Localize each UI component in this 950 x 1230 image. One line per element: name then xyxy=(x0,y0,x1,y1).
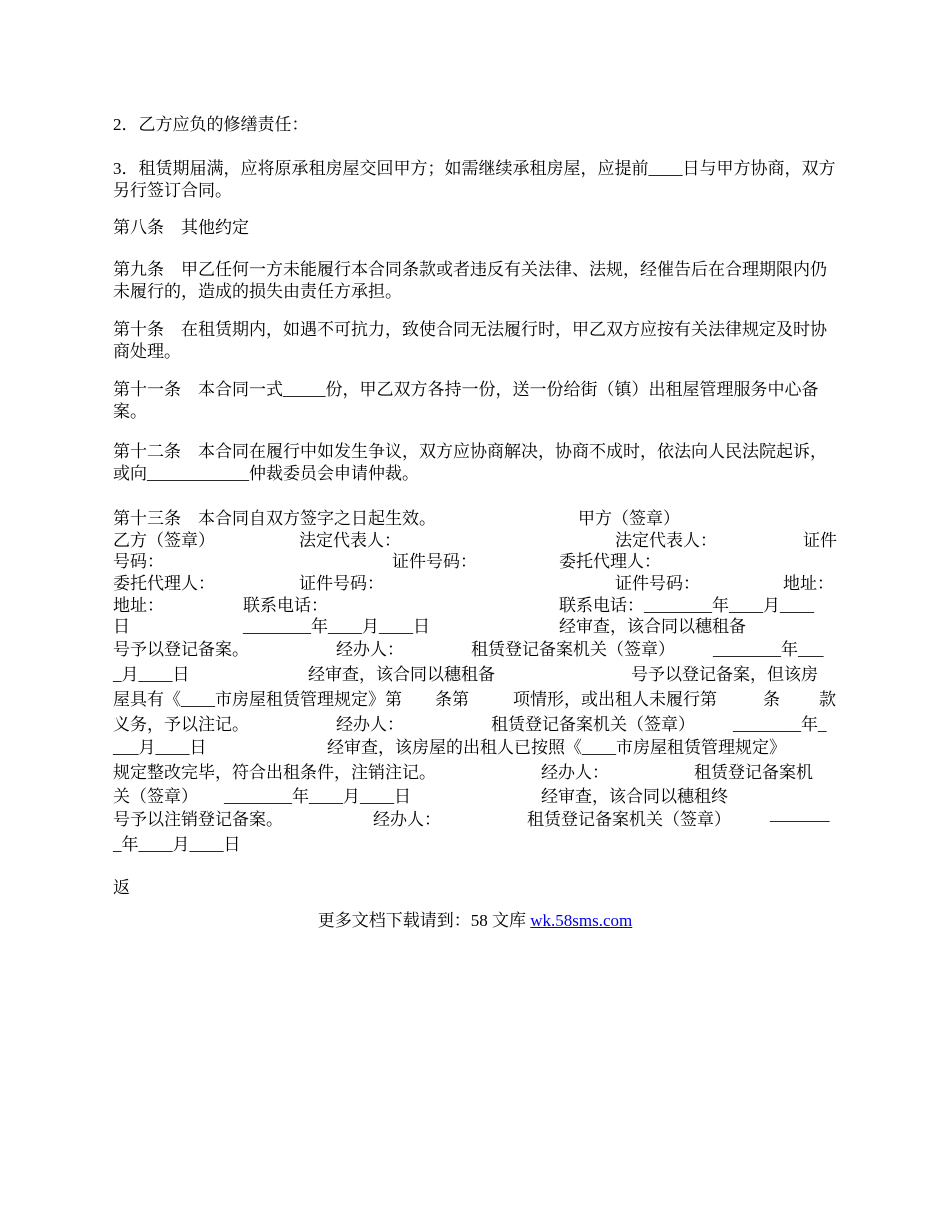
signature-line xyxy=(113,612,840,634)
signature-line xyxy=(113,660,840,682)
article-13-text: 第十三条 本合同自双方签字之日起生效。 xyxy=(113,509,436,528)
regulation-text: 项情形，或出租人未履行第 xyxy=(513,690,717,709)
signature-line xyxy=(113,526,840,548)
phone-label: 联系电话： xyxy=(243,596,328,615)
regulation-text: 款 xyxy=(819,690,836,709)
signature-line xyxy=(113,758,840,780)
id-number-label: 证件号码： xyxy=(299,574,384,593)
signature-line xyxy=(113,547,840,569)
clause-item-2: 2．乙方应负的修缮责任： xyxy=(113,115,309,134)
registration-text: 号予以登记备案，但该房 xyxy=(631,665,818,684)
annotation-text: 义务，予以注记。 xyxy=(113,715,249,734)
date-label: ___月____日 xyxy=(113,738,207,757)
cancellation-text: 号予以注销登记备案。 xyxy=(113,810,283,829)
registration-text: 号予以登记备案。 xyxy=(113,640,249,659)
review-text: 经审查，该合同以穗租备 xyxy=(308,665,495,684)
date-label: ________年_ xyxy=(733,715,827,734)
address-label: 地址： xyxy=(113,596,164,615)
back-text xyxy=(113,873,840,895)
id-number-label: 证件号码： xyxy=(615,574,700,593)
handler-label: 经办人： xyxy=(541,763,609,782)
clause-item-3: 3．租赁期届满，应将原承租房屋交回甲方；如需继续承租房屋，应提前____日与甲方协商，双方另行签订合同。 xyxy=(113,159,836,200)
id-label: 证件 xyxy=(803,531,837,550)
article-9: 第九条 甲乙任何一方未能履行本合同条款或者违反有关法律、法规，经催告后在合理期限内仍未履行的，造成的损失由责任方承担。 xyxy=(113,260,827,301)
signature-line xyxy=(113,830,840,852)
legal-representative-label: 法定代表人： xyxy=(299,531,401,550)
signature-line xyxy=(113,569,840,591)
date-label: _______ xyxy=(770,805,830,824)
date-label: _年____月____日 xyxy=(113,835,241,854)
date-label: _月____日 xyxy=(113,665,190,684)
party-b-seal-label: 乙方（签章） xyxy=(113,531,215,550)
back-label: 返 xyxy=(113,878,130,897)
authority-seal-label: 租赁登记备案机关（签章） xyxy=(527,810,731,829)
phone-date-label: 联系电话：________年____月____ xyxy=(559,596,814,615)
signature-line xyxy=(113,733,840,755)
seal-label: 关（签章） xyxy=(113,787,198,806)
date-day-label: 日 xyxy=(113,617,130,636)
signature-line xyxy=(113,504,840,526)
authority-seal-label: 租赁登记备案机 xyxy=(694,763,813,782)
signature-line xyxy=(113,685,840,707)
signature-line xyxy=(113,782,840,804)
address-label: 地址： xyxy=(783,574,834,593)
signature-line xyxy=(113,805,840,827)
article-10: 第十条 在租赁期内，如遇不可抗力，致使合同无法履行时，甲乙双方应按有关法律规定及时协商处理。 xyxy=(113,320,827,361)
footer-prefix: 更多文档下载请到：58 文库 xyxy=(317,911,531,930)
authority-seal-label: 租赁登记备案机关（签章） xyxy=(491,715,695,734)
regulation-text: 屋具有《____市房屋租赁管理规定》第 xyxy=(113,690,402,709)
review-text: 经审查，该合同以穗租备 xyxy=(559,617,746,636)
signature-line xyxy=(113,635,840,657)
date-label: ________年____月____日 xyxy=(243,617,430,636)
footer xyxy=(0,910,950,932)
article-11: 第十一条 本合同一式_____份，甲乙双方各持一份，送一份给街（镇）出租屋管理服务中心备案。 xyxy=(113,380,819,421)
handler-label: 经办人： xyxy=(336,640,404,659)
article-12: 第十二条 本合同在履行中如发生争议，双方应协商解决，协商不成时，依法向人民法院起诉，或向____________仲裁委员会申请仲裁。 xyxy=(113,442,827,483)
rectification-text: 规定整改完毕，符合出租条件，注销注记。 xyxy=(113,763,436,782)
legal-representative-label: 法定代表人： xyxy=(615,531,717,550)
signature-line xyxy=(113,710,840,732)
regulation-text: 条 xyxy=(763,690,780,709)
signature-line xyxy=(113,591,840,613)
handler-label: 经办人： xyxy=(336,715,404,734)
agent-label: 委托代理人： xyxy=(559,552,661,571)
article-8-heading: 第八条 其他约定 xyxy=(113,218,249,237)
id-number-label: 证件号码： xyxy=(392,552,477,571)
review-text: 经审查，该合同以穗租终 xyxy=(541,787,728,806)
party-a-seal-label: 甲方（签章） xyxy=(578,509,680,528)
date-label: ________年___ xyxy=(713,640,824,659)
agent-label: 委托代理人： xyxy=(113,574,215,593)
regulation-text: 条第 xyxy=(435,690,469,709)
footer-link[interactable]: wk.58sms.com xyxy=(530,911,633,930)
review-text: 经审查，该房屋的出租人已按照《____市房屋租赁管理规定》 xyxy=(327,738,786,757)
id-number-label: 号码： xyxy=(113,552,164,571)
date-label: ________年____月____日 xyxy=(224,787,411,806)
handler-label: 经办人： xyxy=(373,810,441,829)
authority-seal-label: 租赁登记备案机关（签章） xyxy=(471,640,675,659)
